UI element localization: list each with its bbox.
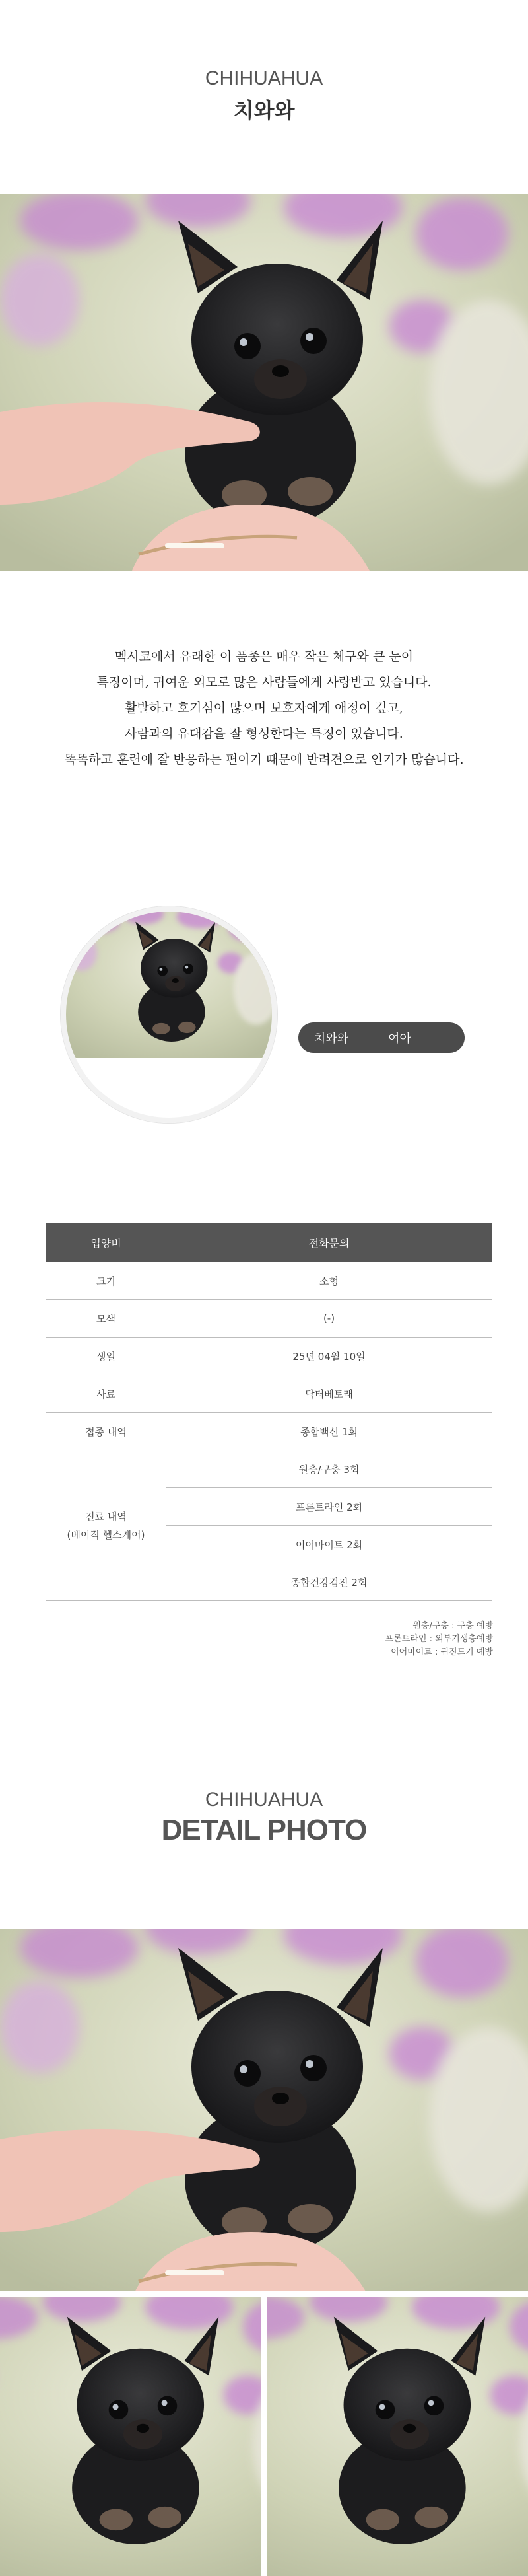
profile-photo xyxy=(61,906,277,1123)
row-label: 생일 xyxy=(46,1338,166,1375)
table-row xyxy=(46,1338,492,1375)
row-label: 크기 xyxy=(46,1262,166,1300)
breed-title-en: CHIHUAHUA xyxy=(205,67,323,89)
breed-title-ko: 치와와 xyxy=(233,98,295,123)
description-line: 특징이며, 귀여운 외모로 많은 사람들에게 사랑받고 있습니다. xyxy=(96,675,432,690)
care-label-main: 진료 내역 xyxy=(85,1510,127,1522)
profile-sex: 여아 xyxy=(388,1032,411,1046)
row-value: 닥터베토래 xyxy=(166,1375,492,1413)
breed-description xyxy=(0,644,528,773)
row-value: (-) xyxy=(166,1300,492,1338)
care-label xyxy=(46,1450,166,1601)
row-value: 25년 04월 10일 xyxy=(166,1338,492,1375)
care-value: 프론트라인 2회 xyxy=(166,1488,492,1526)
row-label: 모색 xyxy=(46,1300,166,1338)
care-value: 원충/구충 3회 xyxy=(166,1450,492,1488)
detail-photo-right xyxy=(267,2297,528,2576)
description-line: 활발하고 호기심이 많으며 보호자에게 애정이 깊고, xyxy=(125,701,403,715)
breed-header xyxy=(0,67,528,124)
table-notes xyxy=(385,1620,493,1659)
table-header-row xyxy=(46,1224,492,1262)
detail-title-en: CHIHUAHUA xyxy=(205,1789,323,1810)
table-row xyxy=(46,1262,492,1300)
note-line: 이어마이트 : 귀진드기 예방 xyxy=(391,1647,493,1657)
description-line: 멕시코에서 유래한 이 품종은 매우 작은 체구와 큰 눈이 xyxy=(114,649,414,664)
main-photo xyxy=(0,194,528,571)
table-row xyxy=(46,1413,492,1450)
table-row xyxy=(46,1375,492,1413)
detail-header xyxy=(0,1789,528,1847)
detail-photo-left xyxy=(0,2297,261,2576)
table-header-value: 전화문의 xyxy=(166,1224,492,1262)
description-line: 사람과의 유대감을 잘 형성한다는 특징이 있습니다. xyxy=(125,727,403,741)
care-value: 종합건강검진 2회 xyxy=(166,1563,492,1601)
note-line: 원충/구충 : 구충 예방 xyxy=(412,1621,493,1631)
detail-photo xyxy=(0,1929,528,2291)
table-row xyxy=(46,1300,492,1338)
row-value: 종합백신 1회 xyxy=(166,1413,492,1450)
profile-badge xyxy=(298,1022,465,1053)
detail-title: DETAIL PHOTO xyxy=(161,1814,367,1846)
info-table xyxy=(46,1223,492,1601)
care-value: 이어마이트 2회 xyxy=(166,1526,492,1563)
profile-breed: 치와와 xyxy=(314,1032,349,1046)
table-row xyxy=(46,1450,492,1488)
care-label-sub: (베이직 헬스케어) xyxy=(67,1528,145,1541)
description-line: 똑똑하고 훈련에 잘 반응하는 편이기 때문에 반려견으로 인기가 많습니다. xyxy=(64,752,464,767)
row-label: 사료 xyxy=(46,1375,166,1413)
row-value: 소형 xyxy=(166,1262,492,1300)
row-label: 접종 내역 xyxy=(46,1413,166,1450)
table-header-label: 입양비 xyxy=(46,1224,166,1262)
note-line: 프론트라인 : 외부기생충예방 xyxy=(385,1634,493,1644)
